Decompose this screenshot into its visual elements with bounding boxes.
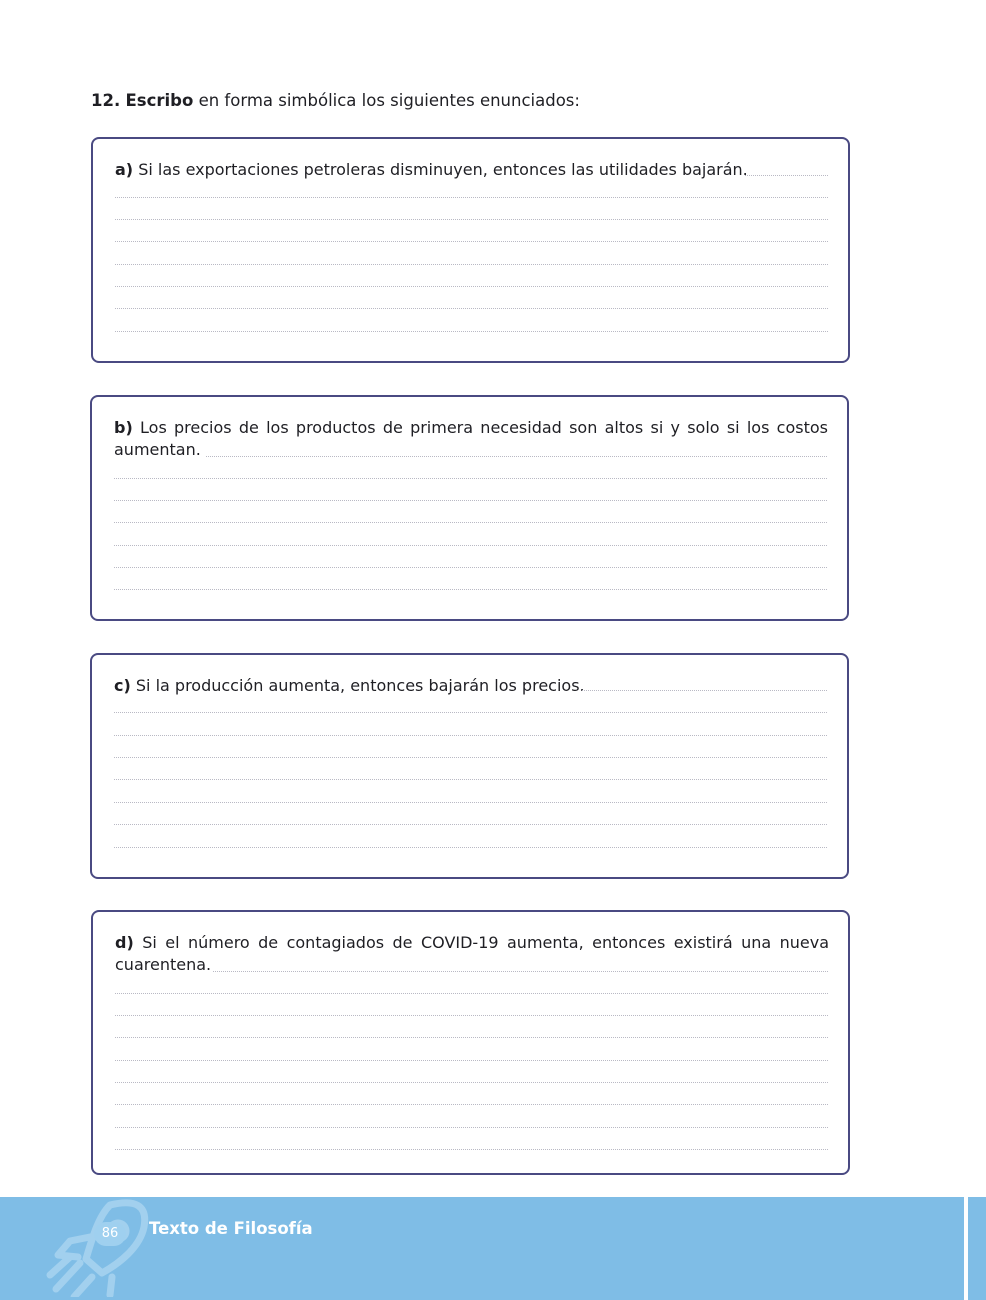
statement-letter: a)	[115, 160, 134, 179]
answer-line[interactable]	[114, 802, 827, 803]
answer-line[interactable]	[114, 847, 827, 848]
answer-line[interactable]	[114, 824, 827, 825]
answer-line[interactable]	[114, 757, 827, 758]
answer-line[interactable]	[582, 690, 827, 691]
answer-box-b[interactable]	[90, 395, 849, 621]
answer-line[interactable]	[115, 993, 828, 994]
statement-letter: c)	[114, 676, 131, 695]
answer-line[interactable]	[115, 1015, 828, 1016]
answer-line[interactable]	[114, 545, 827, 546]
statement-d	[115, 932, 829, 975]
answer-line[interactable]	[114, 779, 827, 780]
exercise-instruction: en forma simbólica los siguientes enunciados:	[198, 91, 580, 110]
answer-line[interactable]	[115, 286, 828, 287]
statement-c	[114, 675, 828, 697]
answer-line[interactable]	[206, 456, 827, 457]
exercise-number: 12.	[91, 91, 121, 110]
answer-line[interactable]	[745, 175, 828, 176]
answer-line[interactable]	[115, 1127, 828, 1128]
answer-line[interactable]	[115, 1104, 828, 1105]
statement-text: Si la producción aumenta, entonces bajarán los precios.	[135, 676, 585, 695]
rocket-icon	[40, 1197, 160, 1297]
answer-line[interactable]	[213, 971, 828, 972]
statement-text: Si las exportaciones petroleras disminuyen, entonces las utilidades bajarán.	[138, 160, 748, 179]
page-footer	[0, 1197, 986, 1300]
answer-line[interactable]	[115, 1060, 828, 1061]
answer-line[interactable]	[114, 589, 827, 590]
exercise-heading	[91, 90, 580, 112]
footer-edge-tab	[964, 1197, 986, 1300]
answer-line[interactable]	[114, 522, 827, 523]
statement-text: Si el número de contagiados de COVID-19 aumenta, entonces existirá una nueva cuarentena.	[115, 933, 829, 974]
answer-box-c[interactable]	[90, 653, 849, 879]
exercise-verb: Escribo	[125, 91, 194, 110]
answer-line[interactable]	[114, 500, 827, 501]
answer-line[interactable]	[115, 1037, 828, 1038]
answer-box-a[interactable]	[91, 137, 850, 363]
answer-line[interactable]	[115, 264, 828, 265]
statement-b	[114, 417, 828, 460]
answer-line[interactable]	[115, 331, 828, 332]
answer-line[interactable]	[114, 735, 827, 736]
page-number: 86	[94, 1222, 126, 1246]
statement-letter: d)	[115, 933, 134, 952]
answer-line[interactable]	[114, 712, 827, 713]
statement-letter: b)	[114, 418, 133, 437]
answer-line[interactable]	[115, 1149, 828, 1150]
answer-line[interactable]	[115, 308, 828, 309]
statement-text: Los precios de los productos de primera necesidad son altos si y solo si los costos aumentan.	[114, 418, 828, 459]
answer-line[interactable]	[115, 219, 828, 220]
book-title: Texto de Filosofía	[149, 1219, 313, 1238]
answer-line[interactable]	[115, 241, 828, 242]
answer-line[interactable]	[114, 478, 827, 479]
answer-line[interactable]	[115, 197, 828, 198]
statement-a	[115, 159, 829, 181]
answer-line[interactable]	[115, 1082, 828, 1083]
answer-box-d[interactable]	[91, 910, 850, 1175]
answer-line[interactable]	[114, 567, 827, 568]
